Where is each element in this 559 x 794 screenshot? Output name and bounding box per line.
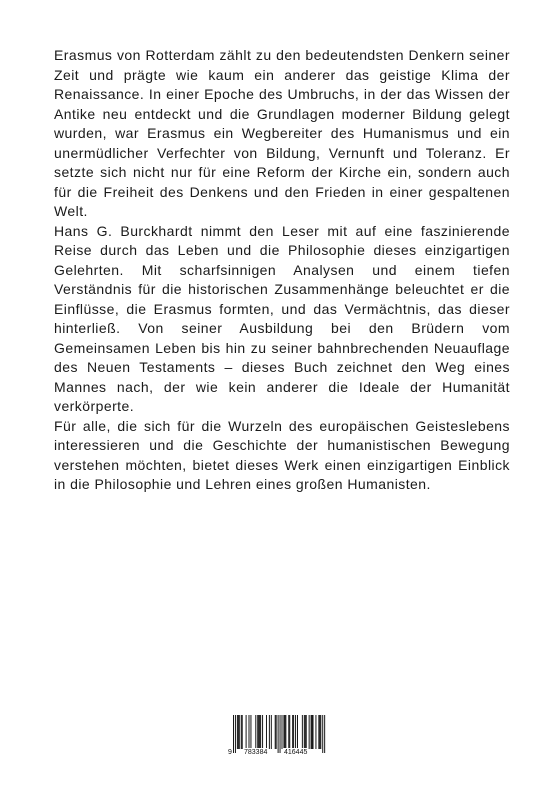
barcode-bar [269, 715, 270, 749]
barcode-bar [238, 715, 239, 749]
barcode-bar [282, 715, 283, 749]
barcode-bar [304, 715, 305, 749]
barcode-bar [266, 715, 267, 749]
barcode-bar [309, 715, 310, 749]
barcode-bar [292, 715, 293, 749]
barcode-bar [259, 715, 260, 749]
isbn-digits [229, 748, 329, 758]
barcode-bar [249, 715, 250, 749]
barcode-bar [313, 715, 314, 749]
barcode-bar [271, 715, 272, 749]
barcode-bar [262, 715, 263, 749]
barcode-bar [289, 715, 290, 749]
barcode-bar [246, 715, 247, 749]
barcode-bar [255, 715, 256, 749]
barcode-bar [288, 715, 289, 749]
barcode-bar [283, 715, 284, 749]
barcode-bar [241, 715, 242, 749]
isbn-first-digit: 9 [228, 749, 232, 756]
barcode-bar [257, 715, 258, 749]
barcode-bar [318, 715, 319, 749]
barcode-bar [319, 715, 320, 749]
barcode-bar [242, 715, 243, 749]
barcode-bar [295, 715, 296, 749]
barcode-bar [293, 715, 294, 749]
barcode-bar [305, 715, 306, 749]
isbn-barcode [229, 715, 329, 759]
barcode-bar [284, 715, 285, 749]
barcode-bar [275, 715, 276, 749]
barcode-bar [306, 715, 307, 749]
barcode-bar [312, 715, 313, 749]
barcode-bar [297, 715, 298, 749]
barcode-bar [285, 715, 286, 749]
blurb-paragraph-2: Hans G. Burckhardt nimmt den Leser mit auf eine faszinierende Reise durch das Leben und die Philosophie dieses einzigartigen Gelehrten. Mit scharfsinnigen Analysen und einem tiefen Verständnis für die historischen Zusammenhänge beleuchtet er die Einflüsse, die Erasmus formten, und das Vermächtnis, das dieser hinterließ. Von seiner Ausbildung bei den Brüdern vom Gemeinsamen Leben bis hin zu seiner bahnbrechenden Neuauflage des Neuen Testaments – dieses Buch zeichnet den Weg eines Mannes nach, der wie kein anderer die Ideale der Humanität verkörperte. [54, 222, 510, 414]
barcode-bar [250, 715, 251, 749]
barcode-bar [320, 715, 321, 749]
blurb-paragraph-1: Erasmus von Rotterdam zählt zu den bedeutendsten Denkern seiner Zeit und prägte wie kaum ein anderer das geistige Klima der Renaissance. In einer Epoche des Umbruchs, in der das Wissen der Antike neu entdeckt und die Grundlagen moderner Bildung gelegt wurden, war Erasmus ein Wegbereiter des Humanismus und ein unermüdlicher Verfechter von Bildung, Vernunft und Toleranz. Er setzte sich nicht nur für eine Reform der Kirche ein, sondern auch für die Freiheit des Denkens und den Frieden in einer gespaltenen Welt. [54, 47, 510, 219]
barcode-bar [315, 715, 316, 749]
barcode-bar [239, 715, 240, 749]
isbn-right-group: 416445 [284, 749, 308, 756]
barcode-bar [311, 715, 312, 749]
barcode-bar [302, 715, 303, 749]
barcode-bar [276, 715, 277, 749]
barcode-bar [258, 715, 259, 749]
barcode-bar [237, 715, 238, 749]
blurb-paragraph-3: Für alle, die sich für die Wurzeln des europäischen Geisteslebens interessieren und die Geschichte der humanistischen Bewegung verstehen möchten, bietet dieses Werk einen einzigartigen Einblick in die Philosophie und Lehren eines großen Humanisten. [54, 417, 510, 492]
back-cover-blurb [54, 46, 510, 495]
barcode-bar [260, 715, 261, 749]
isbn-left-group: 783384 [244, 749, 268, 756]
